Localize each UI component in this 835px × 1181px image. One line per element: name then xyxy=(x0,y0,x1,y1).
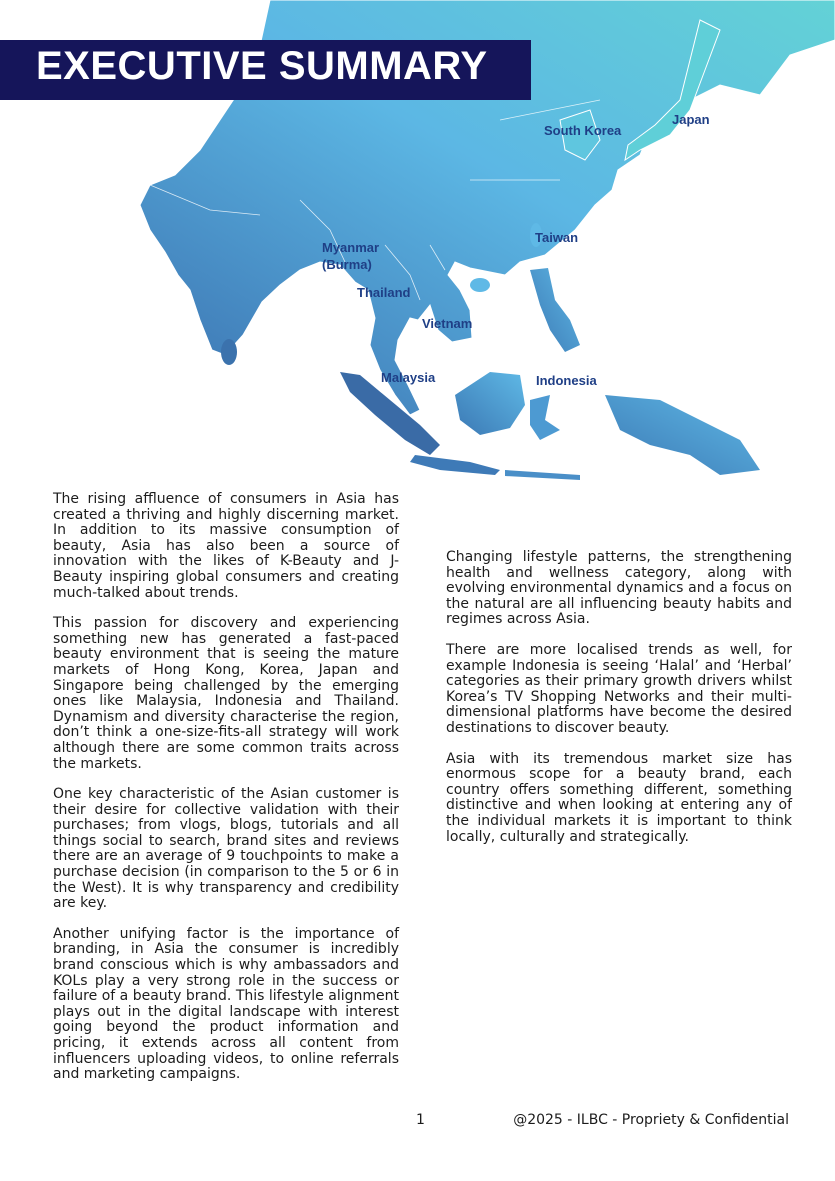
page-number: 1 xyxy=(416,1112,425,1128)
label-taiwan: Taiwan xyxy=(535,230,579,245)
label-myanmar: Myanmar xyxy=(322,240,380,255)
new-guinea-shape xyxy=(605,395,760,475)
paragraph: Another unifying factor is the importance of branding, in Asia the consumer is incredibly brand conscious which is why ambassadors and KOLs play a very strong role in the success or failure of a beauty brand. This lifestyle alignment plays out in the digital landscape with interest going beyond the product information and pricing, it extends across all content from influencers uploading videos, to online referrals and marketing campaigns. xyxy=(53,925,399,1083)
sulawesi-shape xyxy=(530,395,560,440)
paragraph: One key characteristic of the Asian customer is their desire for collective validation with their purchases; from vlogs, blogs, tutorials and all things social to search, brand sites and reviews there are an average of 9 touchpoints to make a purchase decision (in comparison to the 5 or 6 in the West). It is why transparency and credibility are key. xyxy=(53,786,399,912)
right-column xyxy=(446,550,792,860)
label-thailand: Thailand xyxy=(357,285,411,300)
java-shape xyxy=(410,455,500,475)
copyright-notice: @2025 - ILBC - Propriety & Confidential xyxy=(513,1112,789,1128)
label-malaysia: Malaysia xyxy=(381,370,436,385)
label-indonesia: Indonesia xyxy=(536,373,597,388)
paragraph: The rising affluence of consumers in Asia has created a thriving and highly discerning market. In addition to its massive consumption of beauty, Asia has also been a source of innovation with the likes of K-Beauty and J-Beauty inspiring global consumers and creating much-talked about trends. xyxy=(53,491,399,601)
paragraph: Asia with its tremendous market size has enormous scope for a beauty brand, each country offers something different, something distinctive and when looking at entering any of the individual markets it is important to think locally, culturally and strategically. xyxy=(446,750,792,845)
borneo-shape xyxy=(455,372,525,435)
hainan-shape xyxy=(470,278,490,292)
label-japan: Japan xyxy=(672,112,710,127)
paragraph: Changing lifestyle patterns, the strengthening health and wellness category, along with evolving environmental dynamics and a focus on the natural are all influencing beauty habits and regimes across Asia. xyxy=(446,549,792,628)
label-south-korea: South Korea xyxy=(544,123,622,138)
label-burma: (Burma) xyxy=(322,257,372,272)
philippines-shape xyxy=(530,268,580,352)
left-column xyxy=(53,492,399,1098)
paragraph: There are more localised trends as well, for example Indonesia is seeing ‘Halal’ and ‘Herbal’ categories as their primary growth drivers whilst Korea’s TV Shopping Networks and their multi-dimensional platforms have become the desired destinations to discover beauty. xyxy=(446,641,792,736)
page-title: EXECUTIVE SUMMARY xyxy=(36,44,488,88)
paragraph: This passion for discovery and experiencing something new has generated a fast-paced beauty environment that is seeing the mature markets of Hong Kong, Korea, Japan and Singapore being challenged by the emerging ones like Malaysia, Indonesia and Thailand. Dynamism and diversity characterise the region, don’t think a one-size-fits-all strategy will work although there are some common traits across the markets. xyxy=(53,615,399,772)
sri-lanka-shape xyxy=(221,339,237,365)
label-vietnam: Vietnam xyxy=(422,316,473,331)
lesser-sunda-shape xyxy=(505,470,580,480)
title-banner xyxy=(0,40,531,100)
